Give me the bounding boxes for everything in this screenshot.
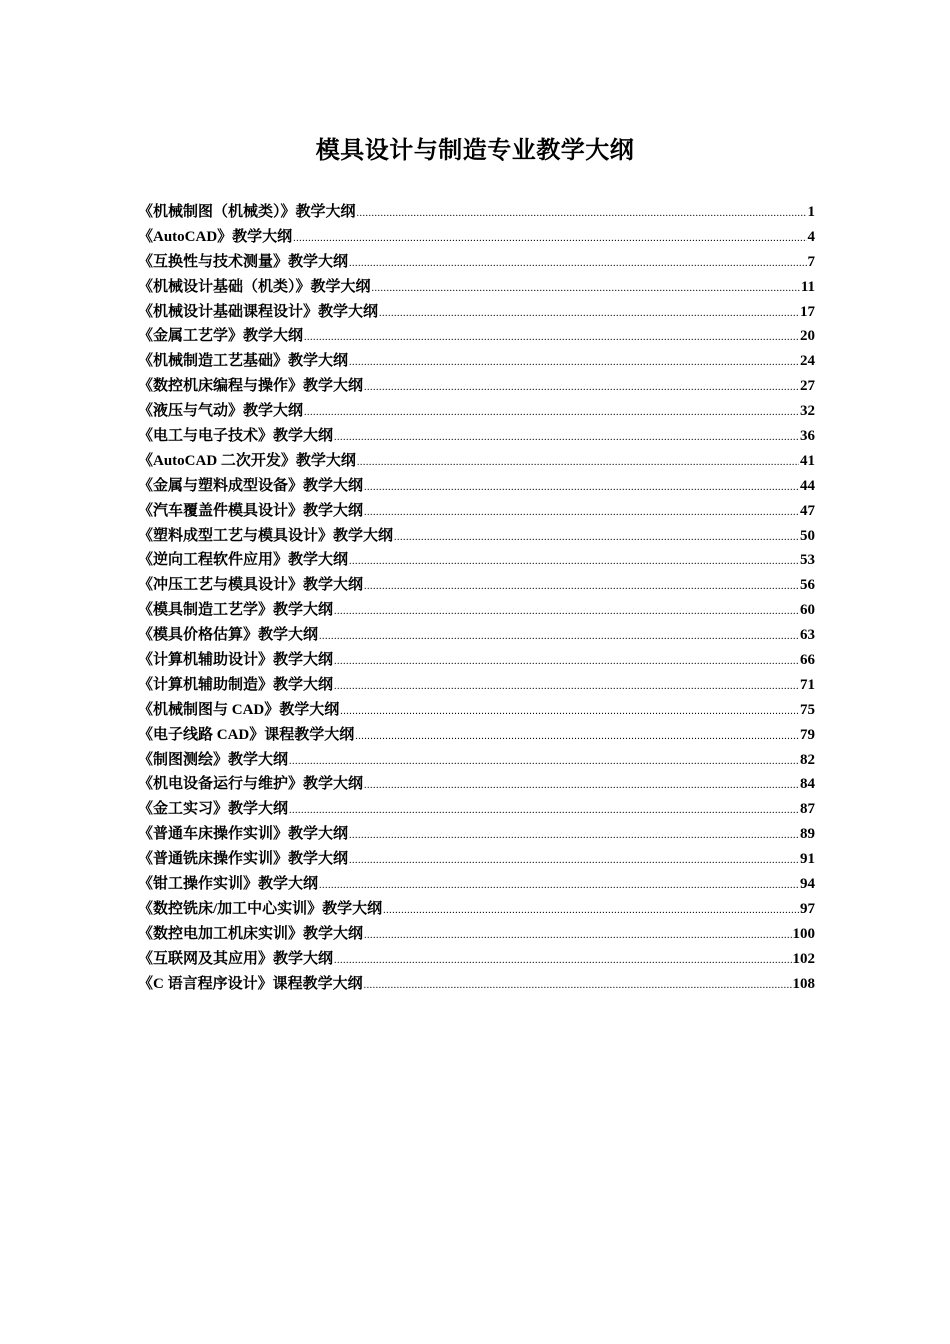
toc-entry[interactable] [138,822,815,847]
toc-entry[interactable] [138,200,815,225]
toc-entry-title: 《机械设计基础（机类）》教学大纲 [138,278,371,295]
toc-entry[interactable] [138,573,815,598]
toc-dot-leader [334,650,799,675]
toc-dot-leader [364,924,791,949]
toc-dot-leader [394,526,799,551]
toc-entry[interactable] [138,548,815,573]
toc-dot-leader [357,451,799,476]
toc-entry-title: 《金工实习》教学大纲 [138,801,289,818]
toc-dot-leader [334,426,799,451]
toc-entry-page-number: 89 [800,826,815,843]
toc-entry-page-number: 97 [800,900,815,917]
toc-entry-page-number: 87 [800,801,815,818]
toc-entry[interactable] [138,897,815,922]
toc-entry-page-number: 32 [800,403,815,420]
toc-dot-leader [304,326,799,351]
toc-entry-title: 《AutoCAD》教学大纲 [138,228,293,245]
toc-entry-title: 《机械制造工艺基础》教学大纲 [138,353,349,370]
toc-entry-page-number: 4 [807,228,815,245]
toc-dot-leader [349,252,806,277]
toc-dot-leader [372,277,800,302]
toc-entry-title: 《电工与电子技术》教学大纲 [138,428,334,445]
toc-entry[interactable] [138,474,815,499]
toc-entry-title: 《计算机辅助设计》教学大纲 [138,652,334,669]
toc-entry-title: 《计算机辅助制造》教学大纲 [138,676,334,693]
toc-entry-page-number: 36 [800,428,815,445]
toc-entry[interactable] [138,947,815,972]
toc-entry-page-number: 47 [800,502,815,519]
toc-entry[interactable] [138,449,815,474]
toc-entry[interactable] [138,698,815,723]
toc-dot-leader [334,600,799,625]
toc-dot-leader [289,799,799,824]
toc-entry-page-number: 27 [800,378,815,395]
toc-entry-title: 《制图测绘》教学大纲 [138,751,289,768]
toc-entry-title: 《机械制图与 CAD》教学大纲 [138,701,340,718]
page-title: 模具设计与制造专业教学大纲 [315,138,635,164]
toc-entry-page-number: 91 [800,851,815,868]
toc-entry-page-number: 17 [800,303,815,320]
toc-entry-page-number: 24 [800,353,815,370]
toc-entry[interactable] [138,374,815,399]
toc-entry[interactable] [138,324,815,349]
toc-dot-leader [349,849,799,874]
toc-entry-page-number: 60 [800,602,815,619]
toc-entry-page-number: 63 [800,627,815,644]
toc-entry-page-number: 53 [800,552,815,569]
toc-entry-title: 《AutoCAD 二次开发》教学大纲 [138,452,356,469]
toc-entry-page-number: 44 [800,477,815,494]
toc-entry[interactable] [138,275,815,300]
toc-entry-title: 《金属与塑料成型设备》教学大纲 [138,477,364,494]
toc-dot-leader [334,675,799,700]
toc-entry[interactable] [138,225,815,250]
toc-dot-leader [340,700,799,725]
toc-entry-page-number: 82 [800,751,815,768]
toc-entry-page-number: 84 [800,776,815,793]
toc-dot-leader [355,725,799,750]
toc-entry-page-number: 1 [807,204,815,220]
toc-entry-title: 《C 语言程序设计》课程教学大纲 [138,975,363,992]
toc-entry-page-number: 50 [800,527,815,544]
toc-dot-leader [319,625,799,650]
toc-entry-title: 《液压与气动》教学大纲 [138,403,304,420]
toc-entry-title: 《普通铣床操作实训》教学大纲 [138,851,349,868]
toc-entry-title: 《机电设备运行与维护》教学大纲 [138,776,364,793]
toc-entry-title: 《互换性与技术测量》教学大纲 [138,253,349,270]
toc-entry-title: 《普通车床操作实训》教学大纲 [138,826,349,843]
toc-dot-leader [293,227,806,252]
toc-entry-page-number: 79 [800,726,815,743]
toc-dot-leader [304,401,799,426]
toc-entry-title: 《数控电加工机床实训》教学大纲 [138,925,364,942]
table-of-contents [138,200,815,997]
toc-dot-leader [364,476,799,501]
toc-entry-page-number: 66 [800,652,815,669]
toc-dot-leader [364,575,799,600]
toc-entry[interactable] [138,648,815,673]
toc-entry-title: 《逆向工程软件应用》教学大纲 [138,552,349,569]
toc-entry-title: 《塑料成型工艺与模具设计》教学大纲 [138,527,394,544]
toc-entry-title: 《模具价格估算》教学大纲 [138,627,319,644]
toc-dot-leader [289,750,799,775]
toc-entry-title: 《机械设计基础课程设计》教学大纲 [138,303,379,320]
toc-entry-page-number: 71 [800,676,815,693]
toc-entry[interactable] [138,300,815,325]
toc-entry-title: 《机械制图（机械类）》教学大纲 [138,204,356,220]
toc-entry-page-number: 75 [800,701,815,718]
toc-entry[interactable] [138,399,815,424]
toc-entry[interactable] [138,499,815,524]
toc-dot-leader [364,501,799,526]
toc-entry-title: 《冲压工艺与模具设计》教学大纲 [138,577,364,594]
toc-entry-title: 《汽车覆盖件模具设计》教学大纲 [138,502,364,519]
toc-entry[interactable] [138,972,815,997]
toc-entry-title: 《互联网及其应用》教学大纲 [138,950,334,967]
toc-entry[interactable] [138,349,815,374]
toc-entry-page-number: 7 [807,253,815,270]
toc-entry[interactable] [138,922,815,947]
toc-entry-page-number: 56 [800,577,815,594]
toc-dot-leader [364,376,799,401]
toc-entry[interactable] [138,847,815,872]
toc-entry[interactable] [138,250,815,275]
toc-entry-page-number: 94 [800,876,815,893]
toc-entry-page-number: 108 [792,975,815,992]
toc-entry-title: 《数控机床编程与操作》教学大纲 [138,378,364,395]
toc-entry-page-number: 41 [800,452,815,469]
toc-dot-leader [349,550,799,575]
toc-entry[interactable] [138,872,815,897]
toc-entry[interactable] [138,723,815,748]
toc-dot-leader [364,774,799,799]
toc-entry[interactable] [138,748,815,773]
toc-dot-leader [364,974,792,999]
toc-entry[interactable] [138,623,815,648]
toc-entry-page-number: 20 [800,328,815,345]
toc-entry-page-number: 102 [792,950,815,967]
toc-dot-leader [383,899,799,924]
toc-entry-title: 《模具制造工艺学》教学大纲 [138,602,334,619]
toc-entry[interactable] [138,673,815,698]
toc-dot-leader [357,202,807,227]
toc-entry[interactable] [138,524,815,549]
toc-entry[interactable] [138,424,815,449]
toc-dot-leader [349,351,799,376]
toc-entry[interactable] [138,772,815,797]
toc-entry-title: 《钳工操作实训》教学大纲 [138,876,319,893]
toc-entry[interactable] [138,598,815,623]
toc-entry-title: 《电子线路 CAD》课程教学大纲 [138,726,355,743]
toc-entry-title: 《金属工艺学》教学大纲 [138,328,304,345]
toc-dot-leader [379,302,799,327]
toc-entry-page-number: 11 [800,278,815,295]
toc-entry[interactable] [138,797,815,822]
toc-dot-leader [319,874,799,899]
toc-dot-leader [334,949,791,974]
toc-entry-page-number: 100 [792,925,815,942]
toc-dot-leader [349,824,799,849]
toc-entry-title: 《数控铣床/加工中心实训》教学大纲 [138,900,383,917]
